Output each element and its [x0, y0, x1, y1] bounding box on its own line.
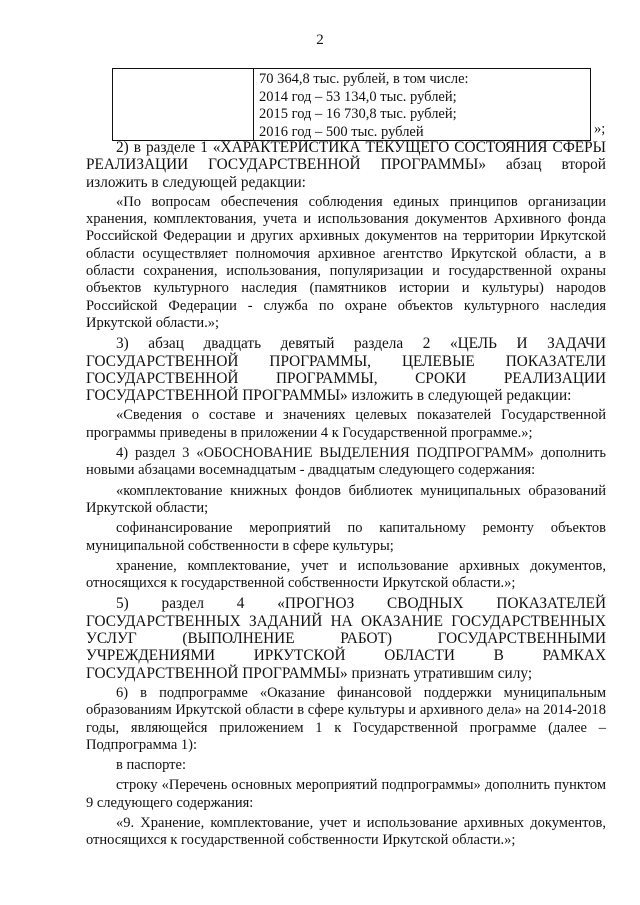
table-line: 2016 год – 500 тыс. рублей — [259, 123, 424, 140]
paragraph: строку «Перечень основных мероприятий подпрограммы» дополнить пунктом 9 следующего содержания: — [86, 777, 606, 811]
page-number: 2 — [316, 32, 324, 48]
budget-table — [112, 68, 591, 141]
table-closing-quote: »; — [594, 121, 606, 137]
paragraph: в паспорте: — [116, 757, 186, 774]
table-line: 70 364,8 тыс. рублей, в том числе: — [259, 71, 469, 87]
table-left-cell — [113, 69, 254, 140]
table-line: 2015 год – 16 730,8 тыс. рублей; — [259, 106, 457, 122]
paragraph: «По вопросам обеспечения соблюдения единых принципов организации хранения, комплектования, учета и использования документов Архивного фонда Российской Федерации и других архивных документов на территории Иркутской области осуществляет полномочия архивное агентство Иркутской области, а в области сохранения, использования, популяризации и государственной охраны объектов культурного наследия (памятников истории и культуры) народов Российской Федерации - служба по охране объектов культурного наследия Иркутской области.»; — [86, 193, 606, 331]
paragraph: 2) в разделе 1 «ХАРАКТЕРИСТИКА ТЕКУЩЕГО СОСТОЯНИЯ СФЕРЫ РЕАЛИЗАЦИИ ГОСУДАРСТВЕННОЙ ПРОГРАММЫ» абзац второй изложить в следующей редакции: — [86, 139, 606, 191]
paragraph: 5) раздел 4 «ПРОГНОЗ СВОДНЫХ ПОКАЗАТЕЛЕЙ ГОСУДАРСТВЕННЫХ ЗАДАНИЙ НА ОКАЗАНИЕ ГОСУДАРСТВЕННЫХ УСЛУГ (ВЫПОЛНЕНИЕ РАБОТ) ГОСУДАРСТВЕННЫМИ УЧРЕЖДЕНИЯМИ ИРКУТСКОЙ ОБЛАСТИ В РАМКАХ ГОСУДАРСТВЕННОЙ ПРОГРАММЫ» признать утратившим силу; — [86, 595, 606, 682]
paragraph: «комплектование книжных фондов библиотек муниципальных образований Иркутской области; — [86, 482, 606, 516]
document-body — [86, 139, 606, 850]
paragraph: 4) раздел 3 «ОБОСНОВАНИЕ ВЫДЕЛЕНИЯ ПОДПРОГРАММ» дополнить новыми абзацами восемнадцатым - двадцатым следующего содержания: — [86, 445, 606, 479]
paragraph: хранение, комплектование, учет и использование архивных документов, относящихся к государственной собственности Иркутской области.»; — [86, 557, 606, 592]
paragraph: «Сведения о составе и значениях целевых показателей Государственной программы приведены в приложении 4 к Государственной программе.»; — [86, 407, 606, 441]
paragraph: 6) в подпрограмме «Оказание финансовой поддержки муниципальным образованиям Иркутской области в сфере культуры и архивного дела» на 2014-2018 годы, являющейся приложением 1 к Государственной программе (далее – Подпрограмма 1): — [86, 684, 606, 753]
paragraph: «9. Хранение, комплектование, учет и использование архивных документов, относящихся к государственной собственности Иркутской области.»; — [86, 814, 606, 849]
table-line: 2014 год – 53 134,0 тыс. рублей; — [259, 88, 457, 105]
paragraph: 3) абзац двадцать девятый раздела 2 «ЦЕЛЬ И ЗАДАЧИ ГОСУДАРСТВЕННОЙ ПРОГРАММЫ, ЦЕЛЕВЫЕ ПОКАЗАТЕЛИ ГОСУДАРСТВЕННОЙ ПРОГРАММЫ, СРОКИ РЕАЛИЗАЦИИ ГОСУДАРСТВЕННОЙ ПРОГРАММЫ» изложить в следующей редакции: — [86, 335, 606, 405]
table-right-cell — [254, 69, 590, 140]
paragraph: софинансирование мероприятий по капитальному ремонту объектов муниципальной собственности в сфере культуры; — [86, 520, 606, 554]
